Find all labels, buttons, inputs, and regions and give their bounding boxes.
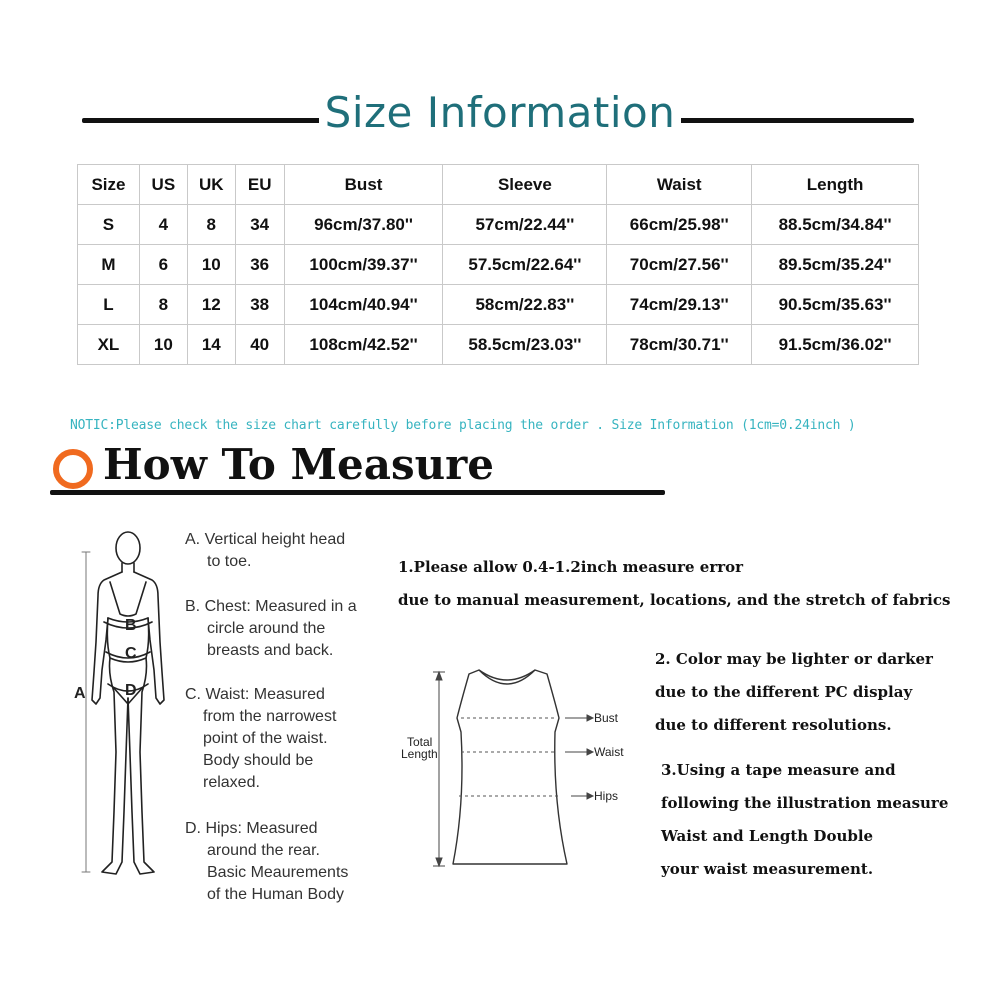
note-2-line3: due to different resolutions. <box>655 716 892 734</box>
table-cell: 34 <box>235 205 284 245</box>
step-a-line2: to toe. <box>207 553 252 570</box>
how-to-measure-rule <box>50 490 665 495</box>
step-b-line1: B. Chest: Measured in a <box>185 598 357 615</box>
note-3-line3: Waist and Length Double <box>661 827 874 845</box>
table-cell: 78cm/30.71'' <box>607 325 752 365</box>
table-cell: 74cm/29.13'' <box>607 285 752 325</box>
step-a <box>185 529 345 573</box>
table-cell: 6 <box>139 245 187 285</box>
body-label-a: A <box>74 685 86 702</box>
table-cell: 57cm/22.44'' <box>443 205 607 245</box>
note-3-line1: 3.Using a tape measure and <box>661 761 896 779</box>
step-d-line2: around the rear. <box>207 842 320 859</box>
note-3-line4: your waist measurement. <box>661 860 874 878</box>
table-cell: 96cm/37.80'' <box>284 205 443 245</box>
note-2-line2: due to the different PC display <box>655 683 913 701</box>
table-cell: 58cm/22.83'' <box>443 285 607 325</box>
note-3-line2: following the illustration measure <box>661 794 949 812</box>
step-d-line1: D. Hips: Measured <box>185 820 318 837</box>
table-cell: 108cm/42.52'' <box>284 325 443 365</box>
how-to-measure-title: How To Measure <box>103 440 495 489</box>
table-row <box>78 325 919 365</box>
table-cell: 14 <box>187 325 235 365</box>
table-cell: 104cm/40.94'' <box>284 285 443 325</box>
step-a-line1: A. Vertical height head <box>185 531 346 548</box>
table-cell: 90.5cm/35.63'' <box>752 285 919 325</box>
col-header: US <box>139 165 187 205</box>
page-title-text: Size Information <box>319 88 682 137</box>
body-label-d: D <box>125 682 137 699</box>
note-1-line2: due to manual measurement, locations, and the stretch of fabrics <box>398 591 951 609</box>
table-cell: 66cm/25.98'' <box>607 205 752 245</box>
table-cell: 57.5cm/22.64'' <box>443 245 607 285</box>
body-figure-icon <box>70 522 180 892</box>
col-header: Waist <box>607 165 752 205</box>
size-notice: NOTIC:Please check the size chart carefully before placing the order . Size Information (1cm=0.24inch ) <box>70 418 856 433</box>
step-b-line2: circle around the <box>207 620 326 637</box>
table-cell: L <box>78 285 140 325</box>
dress-diagram-icon <box>395 662 635 874</box>
table-cell: 88.5cm/34.84'' <box>752 205 919 245</box>
table-row <box>78 205 919 245</box>
table-cell: 10 <box>139 325 187 365</box>
col-header: UK <box>187 165 235 205</box>
step-b-line3: breasts and back. <box>207 642 334 659</box>
ring-icon <box>53 449 93 489</box>
note-2-line1: 2. Color may be lighter or darker <box>655 650 933 668</box>
table-cell: 89.5cm/35.24'' <box>752 245 919 285</box>
table-cell: 36 <box>235 245 284 285</box>
table-cell: 12 <box>187 285 235 325</box>
table-cell: 8 <box>187 205 235 245</box>
table-cell: M <box>78 245 140 285</box>
col-header: Size <box>78 165 140 205</box>
note-1-line1: 1.Please allow 0.4-1.2inch measure error <box>398 558 744 576</box>
step-c-line2: from the narrowest <box>203 708 337 725</box>
table-row <box>78 245 919 285</box>
dress-label-length: Length <box>401 747 438 761</box>
col-header: Bust <box>284 165 443 205</box>
col-header: EU <box>235 165 284 205</box>
step-c-line5: relaxed. <box>203 774 260 791</box>
dress-label-hips: Hips <box>594 789 619 803</box>
col-header: Length <box>752 165 919 205</box>
col-header: Sleeve <box>443 165 607 205</box>
step-c-line4: Body should be <box>203 752 314 769</box>
table-header-row <box>78 165 919 205</box>
table-cell: 58.5cm/23.03'' <box>443 325 607 365</box>
table-row <box>78 285 919 325</box>
size-table <box>77 164 919 365</box>
step-b <box>185 596 357 662</box>
step-c-line1: C. Waist: Measured <box>185 686 325 703</box>
body-label-c: C <box>125 645 137 662</box>
table-cell: 8 <box>139 285 187 325</box>
table-cell: S <box>78 205 140 245</box>
table-cell: 91.5cm/36.02'' <box>752 325 919 365</box>
step-d-line3: Basic Meaurements <box>207 864 349 881</box>
table-cell: 100cm/39.37'' <box>284 245 443 285</box>
dress-label-total: Total <box>407 735 433 749</box>
step-c <box>185 684 336 794</box>
page-title <box>0 88 1000 137</box>
table-cell: 4 <box>139 205 187 245</box>
step-d-line4: of the Human Body <box>207 886 344 903</box>
table-cell: 38 <box>235 285 284 325</box>
table-cell: 10 <box>187 245 235 285</box>
step-c-line3: point of the waist. <box>203 730 328 747</box>
step-d <box>185 818 348 906</box>
dress-label-waist: Waist <box>594 745 624 759</box>
table-cell: 40 <box>235 325 284 365</box>
table-cell: 70cm/27.56'' <box>607 245 752 285</box>
table-cell: XL <box>78 325 140 365</box>
body-label-b: B <box>125 617 137 634</box>
dress-label-bust: Bust <box>594 711 619 725</box>
